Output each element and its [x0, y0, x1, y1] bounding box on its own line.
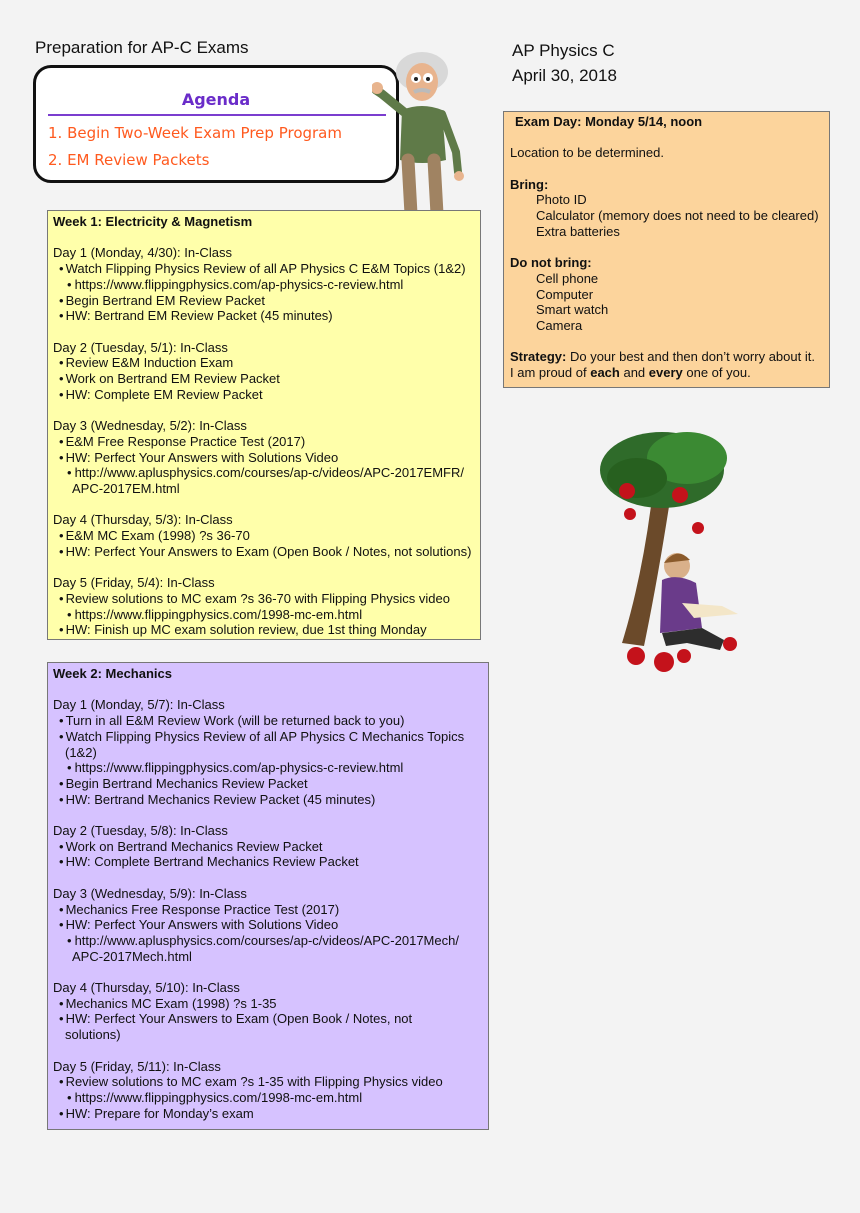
- list-item-continued: solutions): [65, 1027, 121, 1043]
- list-item-continued: (1&2): [65, 744, 97, 760]
- day-heading: Day 1 (Monday, 4/30): In-Class: [53, 245, 232, 261]
- bring-item: Extra batteries: [536, 223, 620, 239]
- exam-day-title: Exam Day: Monday 5/14, noon: [515, 114, 703, 129]
- list-item: • HW: Perfect Your Answers with Solutions Video: [53, 917, 488, 933]
- proud-every: every: [648, 365, 683, 381]
- bring-item: Calculator (memory does not need to be cleared): [536, 208, 819, 224]
- day-heading: Day 3 (Wednesday, 5/9): In-Class: [53, 885, 247, 901]
- week2-day4: [53, 980, 488, 1043]
- day-heading: Day 2 (Tuesday, 5/8): In-Class: [53, 823, 228, 838]
- week1-day4: [53, 512, 480, 559]
- list-item: • Work on Bertrand Mechanics Review Packet: [53, 839, 488, 855]
- list-item: • HW: Complete EM Review Packet: [53, 387, 480, 403]
- week2-day2: [53, 823, 488, 870]
- exam-location: Location to be determined.: [510, 145, 664, 161]
- link-item[interactable]: • http://www.aplusphysics.com/courses/ap-c/videos/APC-2017EMFR/: [53, 465, 480, 481]
- proud-text: and: [619, 365, 649, 381]
- week2-title: Week 2: Mechanics: [53, 666, 172, 681]
- proud-each: each: [590, 365, 620, 381]
- link-item[interactable]: • http://www.aplusphysics.com/courses/ap-c/videos/APC-2017Mech/: [53, 933, 488, 949]
- week1-day5: [53, 575, 480, 638]
- list-item: • Mechanics Free Response Practice Test (2017): [53, 902, 488, 918]
- not-bring-item: Computer: [536, 286, 594, 302]
- list-item: • Watch Flipping Physics Review of all AP Physics C E&M Topics (1&2): [53, 261, 480, 277]
- day-heading: Day 5 (Friday, 5/11): In-Class: [53, 1058, 221, 1074]
- not-bring-label: Do not bring:: [510, 255, 592, 271]
- list-item: • E&M Free Response Practice Test (2017): [53, 434, 480, 450]
- link-item[interactable]: • https://www.flippingphysics.com/1998-mc-em.html: [53, 1090, 488, 1106]
- date: April 30, 2018: [512, 66, 617, 85]
- proud-line: [510, 365, 829, 381]
- list-item: • Review solutions to MC exam ?s 36-70 with Flipping Physics video: [53, 591, 480, 607]
- exam-day-box: [503, 111, 830, 388]
- list-item: • Work on Bertrand EM Review Packet: [53, 371, 480, 387]
- list-item: • HW: Bertrand Mechanics Review Packet (45 minutes): [53, 792, 488, 808]
- list-item: • Begin Bertrand EM Review Packet: [53, 293, 480, 309]
- list-item: • HW: Perfect Your Answers to Exam (Open Book / Notes, not solutions): [53, 544, 480, 560]
- list-item: • HW: Prepare for Monday’s exam: [53, 1106, 488, 1122]
- list-item: • HW: Bertrand EM Review Packet (45 minutes): [53, 308, 480, 324]
- list-item: • HW: Complete Bertrand Mechanics Review Packet: [53, 854, 488, 870]
- week2-day3: [53, 886, 488, 965]
- link-item[interactable]: • https://www.flippingphysics.com/ap-physics-c-review.html: [53, 760, 488, 776]
- not-bring-item: Camera: [536, 318, 583, 334]
- agenda-item-1: 1. Begin Two-Week Exam Prep Program: [48, 124, 342, 142]
- day-heading: Day 1 (Monday, 5/7): In-Class: [53, 697, 225, 713]
- list-item: • Watch Flipping Physics Review of all AP Physics C Mechanics Topics: [53, 729, 488, 745]
- link-item[interactable]: • https://www.flippingphysics.com/ap-physics-c-review.html: [53, 277, 480, 293]
- week2-box: [47, 662, 489, 1130]
- list-item: • Turn in all E&M Review Work (will be returned back to you): [53, 713, 488, 729]
- strategy-label: Strategy:: [510, 349, 567, 365]
- list-item: • Review E&M Induction Exam: [53, 355, 480, 371]
- list-item: • HW: Perfect Your Answers with Solutions Video: [53, 450, 480, 466]
- list-item: • HW: Finish up MC exam solution review, due 1st thing Monday: [53, 622, 480, 638]
- agenda-divider: [48, 114, 386, 116]
- week2-day5: [53, 1059, 488, 1122]
- link-item-continued[interactable]: APC-2017EM.html: [72, 480, 180, 496]
- link-item[interactable]: • https://www.flippingphysics.com/1998-mc-em.html: [53, 607, 480, 623]
- bring-item: Photo ID: [536, 192, 587, 208]
- day-heading: Day 4 (Thursday, 5/3): In-Class: [53, 512, 233, 528]
- agenda-box: [33, 65, 399, 183]
- list-item: • Review solutions to MC exam ?s 1-35 with Flipping Physics video: [53, 1074, 488, 1090]
- day-heading: Day 4 (Thursday, 5/10): In-Class: [53, 980, 240, 995]
- agenda-title: Agenda: [181, 90, 251, 109]
- week2-day1: [53, 697, 488, 807]
- agenda-item-2: 2. EM Review Packets: [48, 151, 210, 169]
- week1-day1: [53, 245, 480, 324]
- day-heading: Day 3 (Wednesday, 5/2): In-Class: [53, 418, 247, 434]
- day-heading: Day 5 (Friday, 5/4): In-Class: [53, 575, 215, 591]
- week1-box: [47, 210, 481, 640]
- link-item-continued[interactable]: APC-2017Mech.html: [72, 948, 192, 964]
- proud-text: one of you.: [682, 365, 751, 381]
- proud-text: I am proud of: [510, 365, 591, 381]
- page-title-left: Preparation for AP-C Exams: [35, 38, 249, 57]
- list-item: • Mechanics MC Exam (1998) ?s 1-35: [53, 996, 488, 1012]
- week1-day3: [53, 418, 480, 497]
- strategy-text: Do your best and then don’t worry about it.: [566, 349, 815, 365]
- not-bring-item: Cell phone: [536, 270, 599, 286]
- week1-day2: [53, 340, 480, 403]
- header-right: [512, 38, 617, 88]
- list-item: • Begin Bertrand Mechanics Review Packet: [53, 776, 488, 792]
- list-item: • HW: Perfect Your Answers to Exam (Open Book / Notes, not: [53, 1011, 488, 1027]
- bring-label: Bring:: [510, 176, 549, 192]
- course-title: AP Physics C: [512, 41, 615, 60]
- not-bring-item: Smart watch: [536, 302, 609, 318]
- apple-tree-reader-icon: [592, 428, 752, 678]
- list-item: • E&M MC Exam (1998) ?s 36-70: [53, 528, 480, 544]
- day-heading: Day 2 (Tuesday, 5/1): In-Class: [53, 339, 228, 355]
- week1-title: Week 1: Electricity & Magnetism: [53, 214, 253, 229]
- strategy-line: [510, 349, 829, 365]
